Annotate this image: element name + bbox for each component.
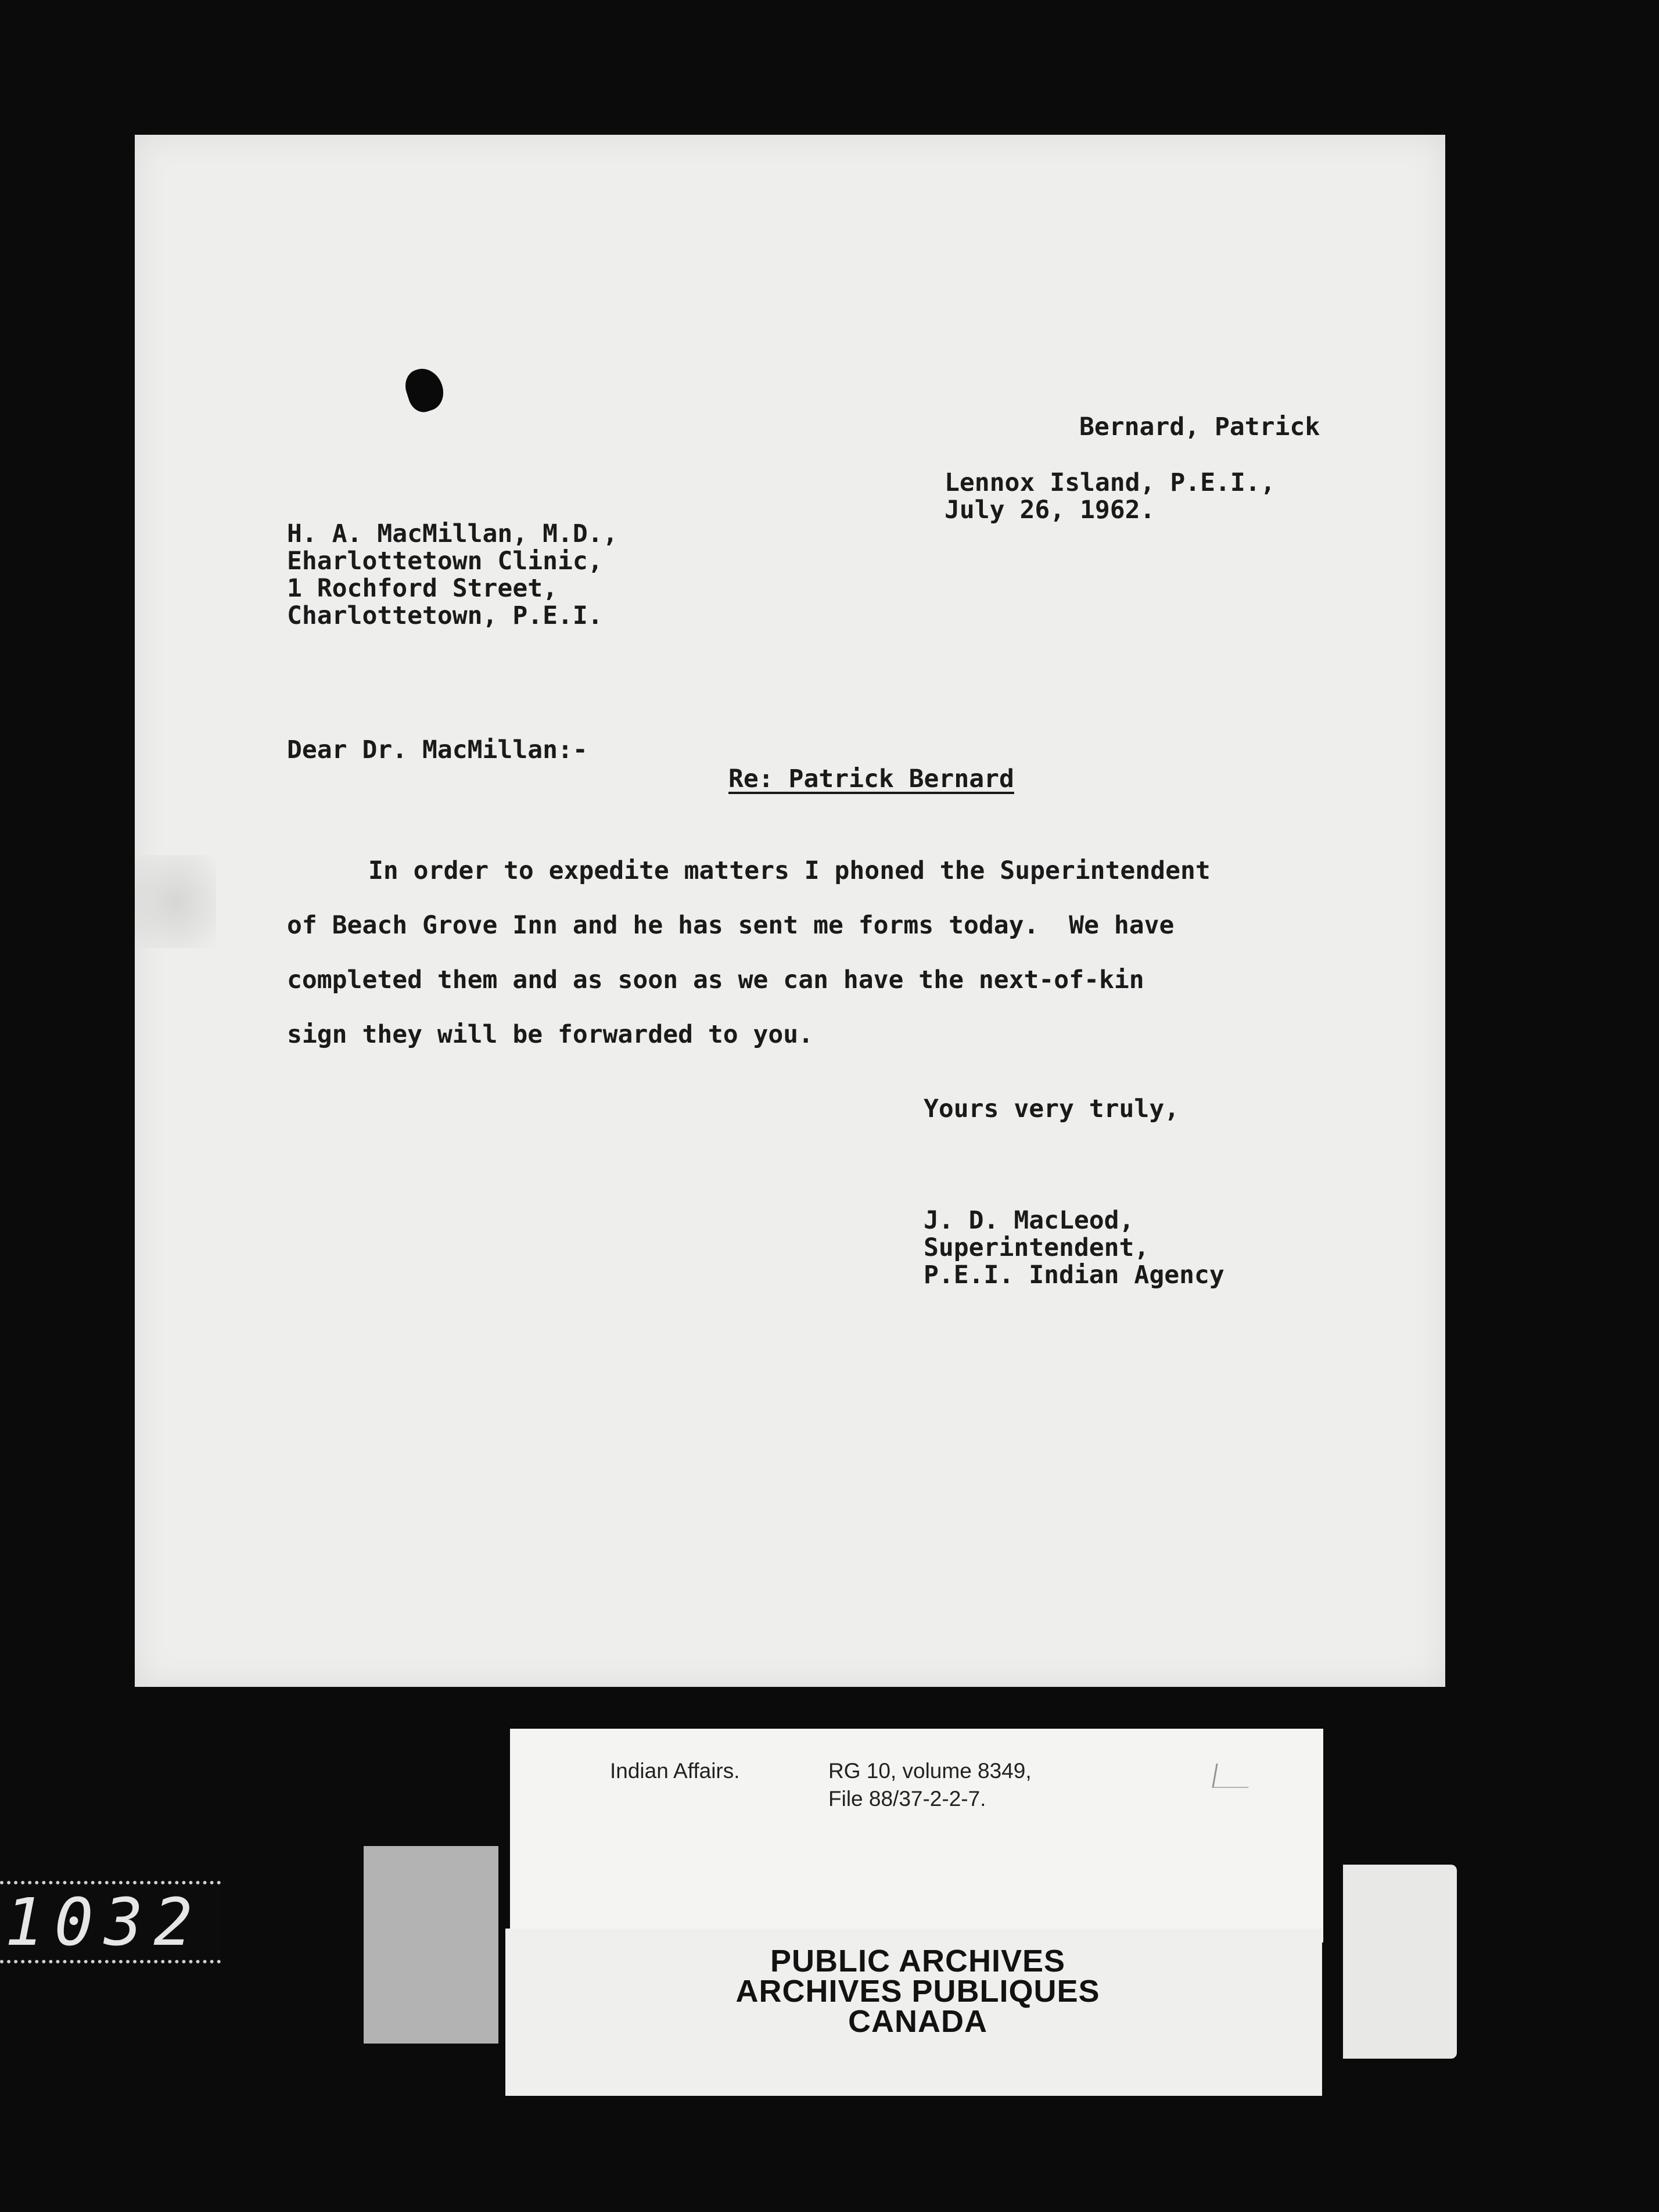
signature-block bbox=[924, 1207, 1224, 1289]
stamp-line: PUBLIC ARCHIVES bbox=[770, 1944, 1066, 1978]
signature-line: Superintendent, bbox=[924, 1233, 1150, 1262]
card-reference: RG 10, volume 8349, bbox=[828, 1759, 1032, 1783]
signature-line: P.E.I. Indian Agency bbox=[924, 1261, 1224, 1290]
smudge-mark bbox=[135, 855, 216, 948]
signature-line: J. D. MacLeod, bbox=[924, 1206, 1134, 1235]
addressee-line: 1 Rochford Street, bbox=[287, 574, 558, 603]
closing: Yours very truly, bbox=[924, 1094, 1180, 1123]
card-department: Indian Affairs. bbox=[610, 1759, 740, 1783]
addressee-line: Eharlottetown Clinic, bbox=[287, 547, 603, 576]
grey-tab bbox=[364, 1846, 498, 2044]
file-name-heading: Bernard, Patrick bbox=[1079, 412, 1320, 441]
frame-number: 1032 bbox=[5, 1885, 203, 1960]
punch-hole bbox=[401, 364, 448, 416]
body-line: sign they will be forwarded to you. bbox=[287, 1020, 814, 1049]
body-line: completed them and as soon as we can have the next-of-kin bbox=[287, 965, 1144, 994]
salutation: Dear Dr. MacMillan:- bbox=[287, 735, 588, 764]
card-right-tab bbox=[1343, 1865, 1457, 2059]
addressee-block bbox=[287, 520, 618, 630]
stamp-line: ARCHIVES PUBLIQUES bbox=[735, 1974, 1100, 2009]
letter-date: July 26, 1962. bbox=[945, 495, 1155, 525]
place-date-block bbox=[945, 469, 1276, 524]
letter-body bbox=[287, 843, 1211, 1062]
addressee-line: Charlottetown, P.E.I. bbox=[287, 601, 603, 630]
card-file-number: File 88/37-2-2-7. bbox=[828, 1787, 986, 1811]
addressee-line: H. A. MacMillan, M.D., bbox=[287, 519, 618, 548]
frame-counter bbox=[0, 1881, 221, 1963]
body-line: of Beach Grove Inn and he has sent me forms today. We have bbox=[287, 911, 1175, 940]
handwritten-initial-mark bbox=[1212, 1764, 1252, 1788]
stamp-line: CANADA bbox=[848, 2004, 988, 2039]
body-line: In order to expedite matters I phoned the Superintendent bbox=[368, 856, 1211, 885]
archives-stamp bbox=[651, 1946, 1185, 2037]
letter-place: Lennox Island, P.E.I., bbox=[945, 468, 1276, 497]
subject-line: Re: Patrick Bernard bbox=[728, 764, 1014, 793]
